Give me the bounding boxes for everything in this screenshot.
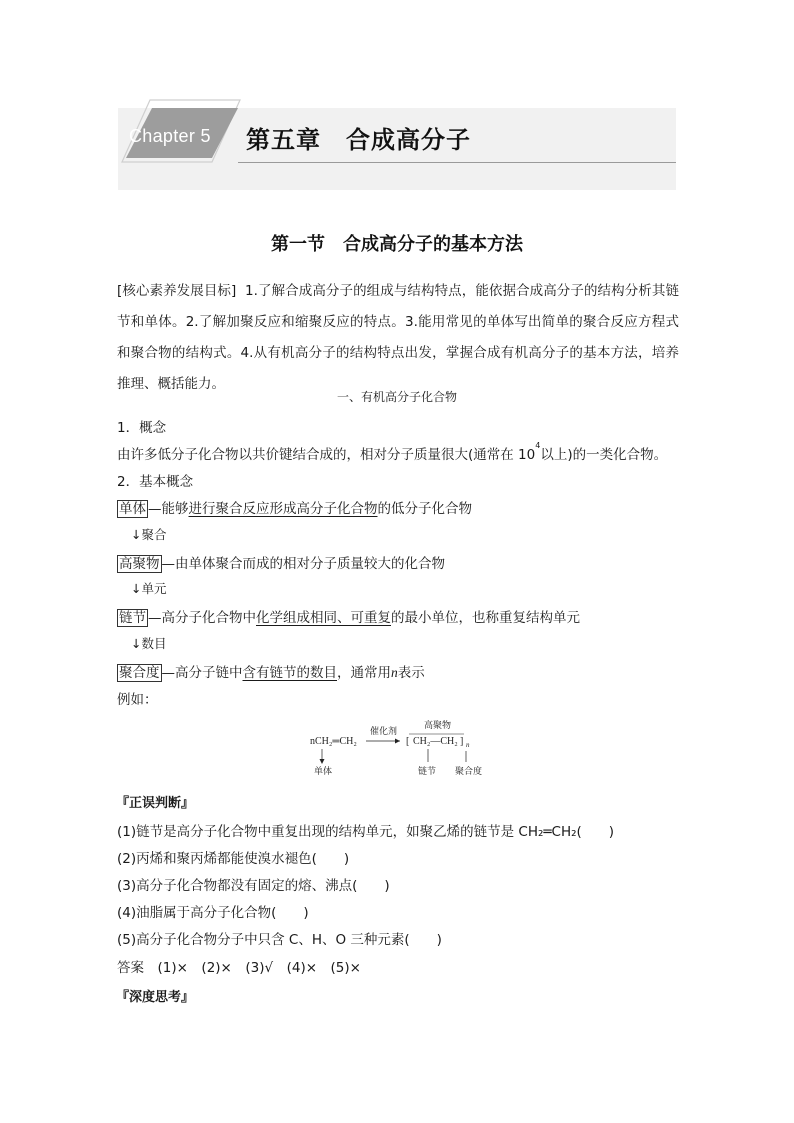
goals-tag: [核心素养发展目标]: [117, 283, 237, 299]
degree-term: 聚合度: [119, 665, 160, 681]
monomer-term: 单体: [119, 501, 146, 517]
judgment-title: 『正误判断』: [116, 796, 195, 811]
degree-line: 聚合度 —高分子链中含有链节的数目，通常用n表示: [119, 665, 425, 681]
link-term: 链节: [119, 610, 146, 626]
polymer-term: 高聚物: [119, 556, 160, 572]
chapter-label: Chapter 5: [129, 126, 211, 146]
basic-heading: 2．基本概念: [117, 474, 194, 490]
reaction-diagram: [300, 714, 500, 780]
deep-thinking-title: 『深度思考』: [116, 990, 195, 1005]
goals-paragraph: [117, 276, 679, 400]
product-n: n: [466, 741, 470, 749]
polymer-label: 高聚物: [424, 720, 452, 730]
subsection-title: 一、有机高分子化合物: [336, 390, 457, 404]
monomer-label: 单体: [314, 766, 333, 776]
goals-text: 1.了解合成高分子的组成与结构特点，能依据合成高分子的结构分析其链节和单体。2.了解加聚反应和缩聚反应的特点。3.能用常见的单体写出简单的聚合反应方程式和聚合物的结构式。4.从有机高分子的结构特点出发，掌握合成有机高分子的基本方法，培养推理、概括能力。: [117, 283, 679, 392]
judgment-answer: 答案 (1)× (2)× (3)√ (4)× (5)×: [117, 960, 361, 976]
polymer-line: 高聚物 —由单体聚合而成的相对分子质量较大的化合物: [119, 556, 445, 572]
product-formula: CH₂—CH₂: [413, 736, 458, 747]
judgment-item-4: (4)油脂属于高分子化合物( ): [117, 905, 309, 921]
arrow-count: ↓数目: [131, 636, 167, 651]
concept-text: 由许多低分子化合物以共价键结合成的，相对分子质量很大(通常在 $10^4$以上)的一类化合物。: [117, 441, 668, 463]
arrow-unit: ↓单元: [131, 581, 167, 596]
section-title: 第一节 合成高分子的基本方法: [271, 234, 523, 255]
banner-rule: [238, 162, 676, 163]
concept-heading: 1．概念: [117, 420, 167, 436]
judgment-item-3: (3)高分子化合物都没有固定的熔、沸点( ): [117, 878, 390, 894]
reactant-formula: nCH₂═CH₂: [310, 736, 357, 747]
judgment-item-5: (5)高分子化合物分子中只含 C、H、O 三种元素( ): [117, 932, 442, 948]
arrow-polymerize: ↓聚合: [131, 527, 167, 542]
catalyst-label: 催化剂: [370, 726, 398, 736]
chapter-title: 第五章 合成高分子: [246, 126, 471, 154]
link-label: 链节: [418, 766, 437, 776]
judgment-item-1: (1)链节是高分子化合物中重复出现的结构单元，如聚乙烯的链节是 CH₂═CH₂( ): [117, 824, 615, 840]
link-line: 链节 —高分子化合物中化学组成相同、可重复的最小单位，也称重复结构单元: [119, 610, 580, 626]
bracket-left-icon: [: [406, 736, 410, 747]
monomer-line: 单体 —能够进行聚合反应形成高分子化合物的低分子化合物: [119, 501, 472, 517]
example-label: 例如：: [117, 692, 158, 708]
degree-label: 聚合度: [455, 766, 483, 776]
bracket-right-icon: ]: [460, 736, 464, 747]
arrow-head-icon: [395, 739, 400, 744]
judgment-item-2: (2)丙烯和聚丙烯都能使溴水褪色( ): [117, 851, 350, 867]
